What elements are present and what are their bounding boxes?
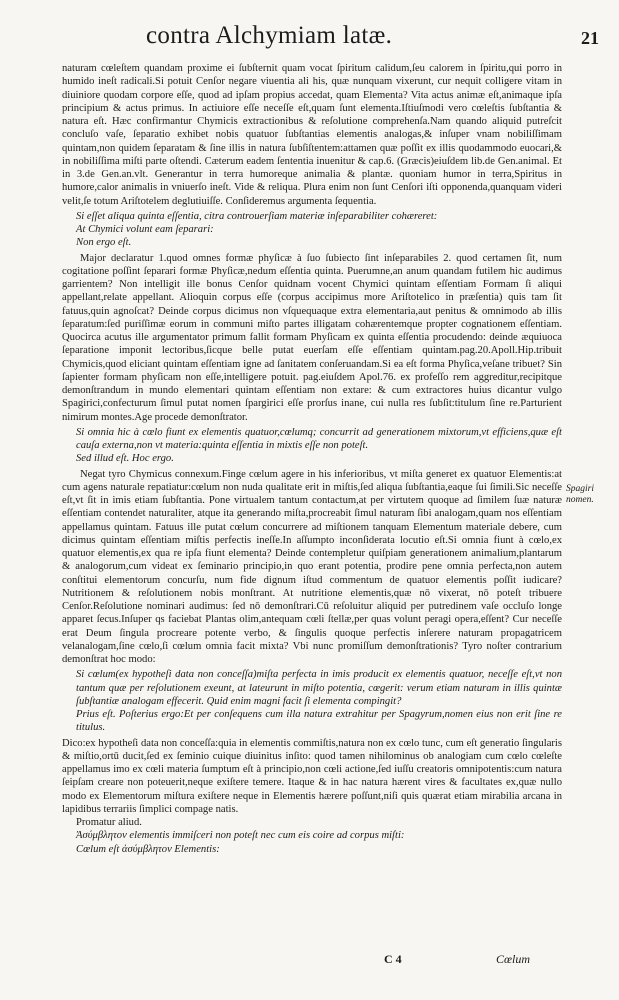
signature-mark: C 4 [384, 952, 402, 966]
paragraph-2: Major declaratur 1.quod omnes formæ phyſicæ à ſuo ſubiecto ſint inſeparabiles 2. quod certamen ſit, num cogitatione poſſint ſeparari formæ Phyſicæ,nedum eſſentia quinta. Puerumne,an anum quandam futilem hic audimus garrientem? Non intelligit ille bonus Cenſor quidnam vocent Chymici quintam eſſentiam Formam ſi aliqui appellant,relate appellant. Alioquin corpus eſſe (corpus accipimus more Ariſtotelico in præſentia) quis tam ſit fatuus,quin agnoſcat? Deinde corpus dicimus non vſquequaque extra elementaria,aut penitus & omnimodo ab illis ſeparatum:ſed puriſſimæ eorum in communi miſto partes illigatam cohærentemque propter cognationem eſſentiam. Quocirca acutus ille argumentator primum fallit formam Phyſicam ex quinta eſſentia procudendo: deinde æquiuoca ſeparatione imponit lectoribus,ſicque belle putat euerſam eſſe eſſentiam quintam.pag.20.Apoll.Hip.tribuit Chymicis,quod eliciant quintam eſſentiam igne ad ſanitatem conſeruandam.Si ea eſt forma Phyſica,veſane tribuet? Sin ſapienter formam phyſicam non eſſe,intelligere potuit. pag.eiuſdem Apol.76. ex profeſſo rem aggreditur,recipitque demonſtrandum in mundo elementari quintam eſſentiam non extare: & cum extractores huius dicantur vulgo Spagirici,confecturum ſimul putat nomen ſpargirici eſſe prorſus inane, cui nulla res ſubſit:titulum ſine re.Parturient nimirum montes.Age procede demonſtrator. [62, 252, 562, 423]
margin-note: Spagiri nomen. [566, 484, 594, 505]
running-title: contra Alchymiam latæ. [146, 22, 393, 49]
syllogism-1-conclusion: Non ergo eſt. [76, 237, 132, 249]
closing-line-1: Promatur aliud. [76, 817, 142, 828]
syllogism-1-major: Si eſſet aliqua quinta eſſentia, citra controuerſiam materiæ inſeparabiliter cohæreret: [76, 210, 438, 222]
paragraph-4: Dico:ex hypotheſi data non conceſſa:quia in elementis commiſtis,natura non ex cœlo tunc, cum eſt generatio ſingularis & miſtio,ortū ducit,ſed ex ſeminio cuique diuinitus inſito: quod tamen nihilominus ob analogiam cum cœlo cœleſte appellamus imo ex cœli materia ſumptum eſt à principio,non cœli actione,ſed iuſſu creatoris omnipotentis:cum natura ſeipſam creare non poteuerit,neque exiſtere temere. Itaque & in hac natura hærent vires & facultates ex,quæ nullo modo ex Elementorum miſtura exiſtere neque in Elementis hærere poſſunt,niſi quis quærat etiam mirabilia arcana in lapidibus terrariis ſimplici compage natis. [62, 737, 562, 815]
syllogism-2-conclusion: Sed illud eſt. Hoc ergo. [76, 453, 174, 465]
paragraph-3: Negat tyro Chymicus connexum.Finge cœlum agere in his inferioribus, vt miſta generet ex quatuor Elementis:at cum agens naturale repatiatur:cœlum non nuda qualitate erit in miſtis,ſed aliqua ſubſtantia,eaque ſui ſimili.Sic neceſſe eſt,vt ſit in imis etiam ſubſtantia. Pone virtualem tantum contactum,at per virtutem quoque ad ſimilem ſuæ naturæ eſſentiam contendet naturaliter, atque ita generando miſta,procreabit ſimul naturam ſibi analogam,quam nos eſſentiam appellamus quintam. Fatuus ille putat cœlum concurrere ad miſtionem tanquam Elementum materiale debere, cum dicimus quintam eſſentiam miſtis perfectis ineſſe.In aſſumpto inconſiderata locutio eſt.Si omnia fiunt à cœlo,ex quatuor elementis,ex qua re ipſa fiunt elementa? Deinde contempletur quiſpiam generationem animalium,plantarum & analogorum,cum videat ex ſeminario principio,in quo erant potentia, prodire pene omnia perfecta,non autem conſtitui elementorum concurſu, num fide dignum iſtud commentum de quatuor elementis poſſit iudicare? Nutritionem & reſolutionem nobis monſtrant. At nutritione elementis,quæ nō vixerat, nō poteſt tribuere Cenſor.Reſolutione nominari audimus: ſed nō demonſtrari.Cū reſoluitur aliquid per putredinem vaſe occluſo longe apparet ſecus.Inſuper qs faciebat Plantas olim,antequam cœli ſtellæ,per quas volunt peragi opera,eſſent? Cur neceſſe erat Deum ſingula procreare potente verbo, & ſingulis quoque perfectis inſerere naturam propagatricem velanalogam,ſine cœlo,ſi cœlum omnia facit mixta? Vbi nunc promiſſum demonſtrationis? Tyro noſter contrarium demonſtrat hoc modo: [62, 468, 562, 665]
syllogism-3-major: Si cœlum(ex hypotheſi data non conceſſa)miſta perfecta in imis producit ex elementis quatuor, neceſſe eſt,vt non tantum quæ per reſolutionem exeunt, at lateurunt in miſto potentia, cœgerit: verum etiam naturam in illis quintæ ſubſtantiæ analogam effecerit. Quid enim magni facit ſi elementa compingit? [76, 669, 562, 707]
page-header [0, 22, 619, 60]
syllogism-2-major: Si omnia hic à cœlo fiunt ex elementis quatuor,cœlumq; concurrit ad generationem mixtorum,vt efficiens,quæ eſt cauſa externa,non vt materia:quinta eſſentia in mixtis eſſe non poteſt. [76, 426, 562, 451]
syllogism-3-conclusion: Prius eſt. Poſterius ergo:Et per conſequens cum illa natura extrahitur per Spagyrum,nomen eius non erit ſine re titulus. [76, 709, 562, 734]
closing-line-3: Cœlum eſt ἀσύμβλητον Elementis: [76, 843, 220, 855]
text-body [62, 62, 562, 856]
closing-line-2: Ἀσύμβλητον elementis immiſceri non poteſt nec cum eis coire ad corpus miſti: [76, 830, 405, 842]
paragraph-1: naturam cœleſtem quandam proxime ei ſubſternit quam vocat ſpiritum calidum,ſeu calorem in ſpiritu,qui porro in humido ineſt radicali.Si potuit Cenſor negare viuentia ali his, quæ nunquam vixerunt, cur nequit colligere vitam in diuiniore quodam corpore eſſe, quod ad ipſam propius accedat, quam Elementa? Vita actus animæ eſt,animaque ipſa principium & actus primus. In actiuiore eſſe neceſſe eſt,quam ſunt elementa.Iſtiuſmodi vero cœleſtis ſubſtantia & natura eſt. Hæc confirmantur Chymicis extractionibus & reſolutione comprehenſa.Nam quando aliquid putreſcit concluſo vaſe, ſeparatio exhibet nobis quatuor ſubſtantias elementis analogas,& inſuper vnam nobiliſſimam quintam,non quidem ſeparatam & ſine illis in natura ſubſiſtentem:attamen quæ poſſit ex illis quodammodo euocari,& in nobiliſſima miſti parte oſtendi. Cæterum eadem ſententia inuenitur & cap.6. (Græcis)eiuſdem lib.de Gen.animal. Et in 3.de Gen.an.vlt. Generantur in terra humoreque animalia & plantæ. quoniam humor in terra,Spiritus in humore,calor animalis in vniuerſo ineſt. Vide & reliqua. Plura enim non ſunt Cenſori iſti opponenda,quanquam videri velit,ſe totum Ariſtotelem deglutiuiſſe. Conſideremus argumenta ſequentia. [62, 63, 562, 207]
catchword: Cœlum [496, 952, 531, 966]
syllogism-1-minor: At Chymici volunt eam ſeparari: [76, 224, 214, 235]
page-footer [0, 952, 619, 976]
page-number: 21 [581, 28, 599, 48]
